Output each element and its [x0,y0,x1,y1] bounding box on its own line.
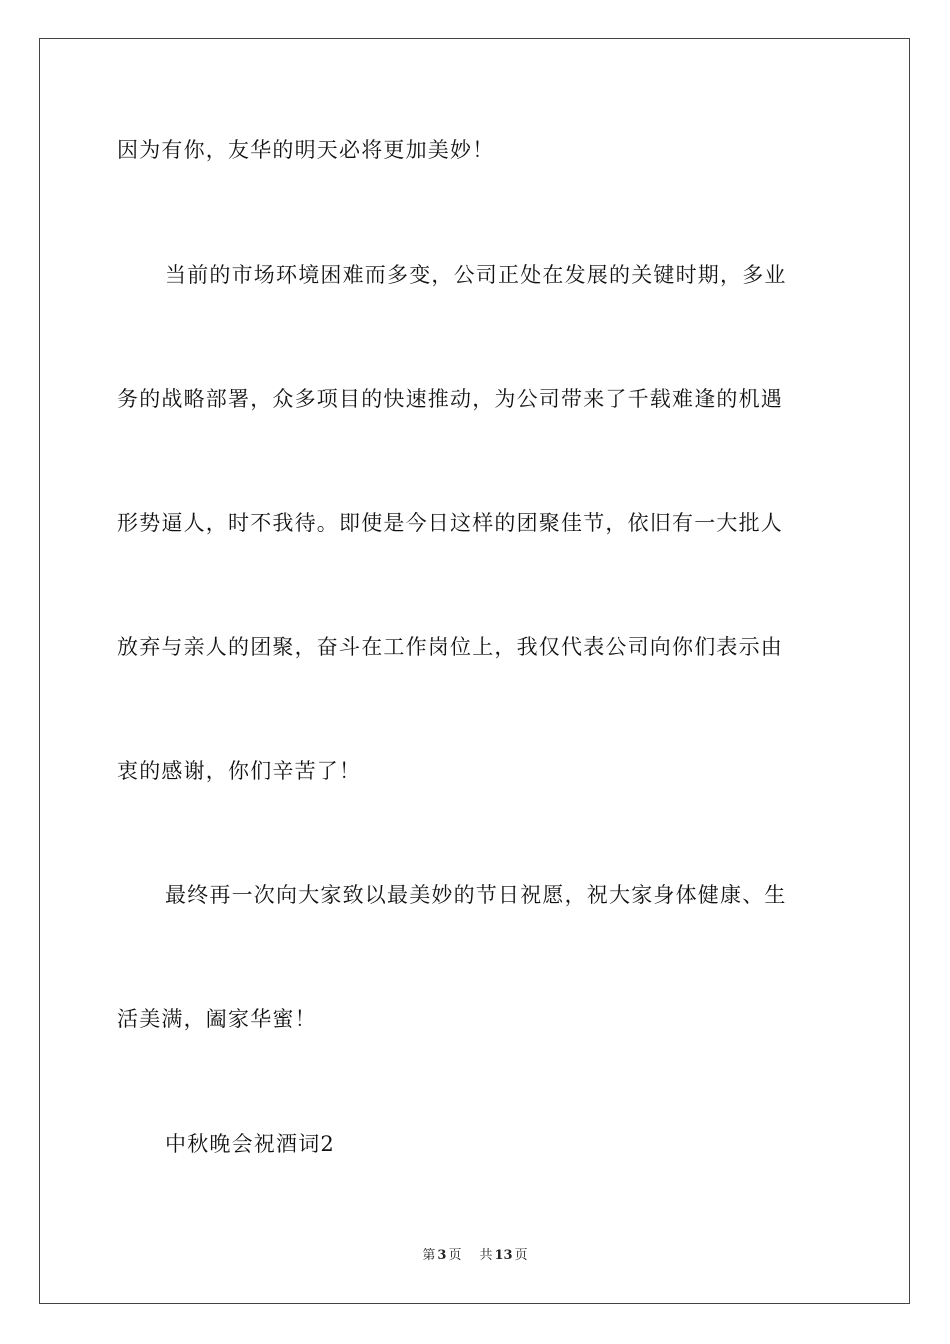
paragraph-2-line-4: 放弃与亲人的团聚，奋斗在工作岗位上，我仅代表公司向你们表示由 [117,635,783,659]
footer-page-total: 13 [494,1248,513,1263]
paragraph-2-line-5: 衷的感谢，你们辛苦了！ [117,759,362,783]
section-heading: 中秋晚会祝酒词2 [165,1132,335,1156]
footer-total-prefix: 共 [479,1248,493,1263]
footer-page-suffix: 页 [448,1248,462,1263]
footer-page-current: 3 [437,1248,447,1263]
paragraph-3-line-1: 最终再一次向大家致以最美妙的节日祝愿，祝大家身体健康、生 [165,883,787,907]
paragraph-3-line-2: 活美满，阖家华蜜！ [117,1007,317,1031]
footer-total-suffix: 页 [514,1248,528,1263]
page-border [39,38,910,1304]
paragraph-2-line-3: 形势逼人，时不我待。即使是今日这样的团聚佳节，依旧有一大批人 [117,511,783,535]
footer-page-prefix: 第 [422,1248,436,1263]
paragraph-2-line-1: 当前的市场环境困难而多变，公司正处在发展的关键时期，多业 [165,263,787,287]
paragraph-2-line-2: 务的战略部署，众多项目的快速推动，为公司带来了千载难逢的机遇 [117,387,783,411]
body-line-1: 因为有你，友华的明天必将更加美妙！ [117,138,495,162]
page-footer [0,1247,950,1265]
